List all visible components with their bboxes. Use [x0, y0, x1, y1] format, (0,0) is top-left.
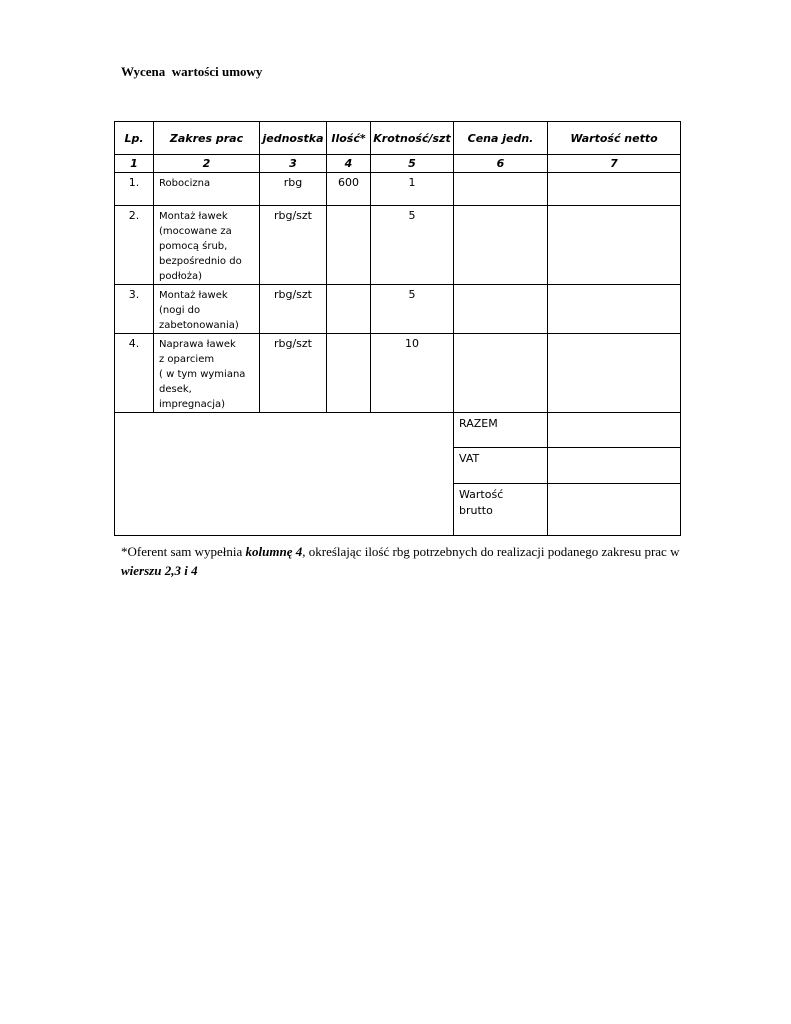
work-scope-line: desek,: [159, 384, 192, 395]
work-scope-line: Robocizna: [159, 178, 211, 189]
header-cell-lp: Lp.: [115, 122, 154, 155]
work-scope-line: bezpośrednio do: [159, 256, 242, 267]
unit-price-cell: [454, 173, 548, 206]
row-number: 1.: [115, 173, 154, 206]
pricing-table: [114, 121, 681, 536]
header-cell-unit-price: Cena jedn.: [454, 122, 548, 155]
quantity-cell: [327, 285, 371, 334]
column-number: 6: [454, 155, 548, 173]
net-value-cell: [548, 334, 681, 413]
summary-label-gross: [454, 484, 548, 536]
row-number: 4.: [115, 334, 154, 413]
footnote-text: , określając ilość rbg potrzebnych do realizacji podanego zakresu prac w: [302, 544, 680, 559]
summary-row-total: [115, 413, 681, 448]
header-row: [115, 122, 681, 155]
work-scope-line: impregnacja): [159, 399, 226, 410]
table-row: [115, 334, 681, 413]
footnote-emphasis: kolumnę 4: [245, 544, 303, 559]
work-scope-line: Naprawa ławek: [159, 339, 236, 350]
summary-label-total: [454, 413, 548, 448]
summary-value-vat: [548, 448, 681, 484]
unit-cell: rbg/szt: [260, 334, 327, 413]
summary-label-text: Wartość: [459, 488, 504, 501]
footnote: [121, 542, 681, 580]
summary-label-text: brutto: [459, 504, 493, 517]
column-number: 4: [327, 155, 371, 173]
work-scope: [154, 206, 260, 285]
header-cell-scope: Zakres prac: [154, 122, 260, 155]
work-scope-line: podłoża): [159, 271, 203, 282]
work-scope: [154, 285, 260, 334]
multiplicity-cell: 1: [371, 173, 454, 206]
header-cell-unit: jednostka: [260, 122, 327, 155]
quantity-cell: [327, 334, 371, 413]
work-scope: [154, 173, 260, 206]
multiplicity-cell: 5: [371, 285, 454, 334]
multiplicity-cell: 5: [371, 206, 454, 285]
document-title: Wycena wartości umowy: [121, 64, 263, 79]
column-number-row: [115, 155, 681, 173]
header-cell-net-value: Wartość netto: [548, 122, 681, 155]
column-number: 2: [154, 155, 260, 173]
header-cell-multiplicity: Krotność/szt: [371, 122, 454, 155]
unit-price-cell: [454, 285, 548, 334]
net-value-cell: [548, 206, 681, 285]
column-number: 3: [260, 155, 327, 173]
work-scope-line: zabetonowania): [159, 320, 239, 331]
work-scope-line: Montaż ławek: [159, 211, 228, 222]
multiplicity-cell: 10: [371, 334, 454, 413]
unit-price-cell: [454, 334, 548, 413]
quantity-cell: 600: [327, 173, 371, 206]
work-scope-line: (nogi do: [159, 305, 201, 316]
unit-cell: rbg/szt: [260, 206, 327, 285]
column-number: 1: [115, 155, 154, 173]
footnote-text: *Oferent sam wypełnia: [121, 544, 246, 559]
table-row: [115, 285, 681, 334]
net-value-cell: [548, 285, 681, 334]
summary-label-vat: [454, 448, 548, 484]
header-cell-quantity: Ilość*: [327, 122, 371, 155]
summary-label-text: RAZEM: [459, 417, 498, 430]
unit-price-cell: [454, 206, 548, 285]
unit-cell: rbg: [260, 173, 327, 206]
work-scope-line: Montaż ławek: [159, 290, 228, 301]
column-number: 5: [371, 155, 454, 173]
table-row: [115, 206, 681, 285]
row-number: 3.: [115, 285, 154, 334]
quantity-cell: [327, 206, 371, 285]
work-scope-line: (mocowane za: [159, 226, 232, 237]
work-scope-line: pomocą śrub,: [159, 241, 228, 252]
column-number: 7: [548, 155, 681, 173]
summary-value-total: [548, 413, 681, 448]
row-number: 2.: [115, 206, 154, 285]
unit-cell: rbg/szt: [260, 285, 327, 334]
work-scope: [154, 334, 260, 413]
footnote-emphasis: wierszu 2,3 i 4: [121, 563, 198, 578]
summary-value-gross: [548, 484, 681, 536]
table-row: [115, 173, 681, 206]
summary-label-text: VAT: [459, 452, 480, 465]
net-value-cell: [548, 173, 681, 206]
summary-blank-area: [115, 413, 454, 536]
work-scope-line: ( w tym wymiana: [159, 369, 246, 380]
work-scope-line: z oparciem: [159, 354, 215, 365]
